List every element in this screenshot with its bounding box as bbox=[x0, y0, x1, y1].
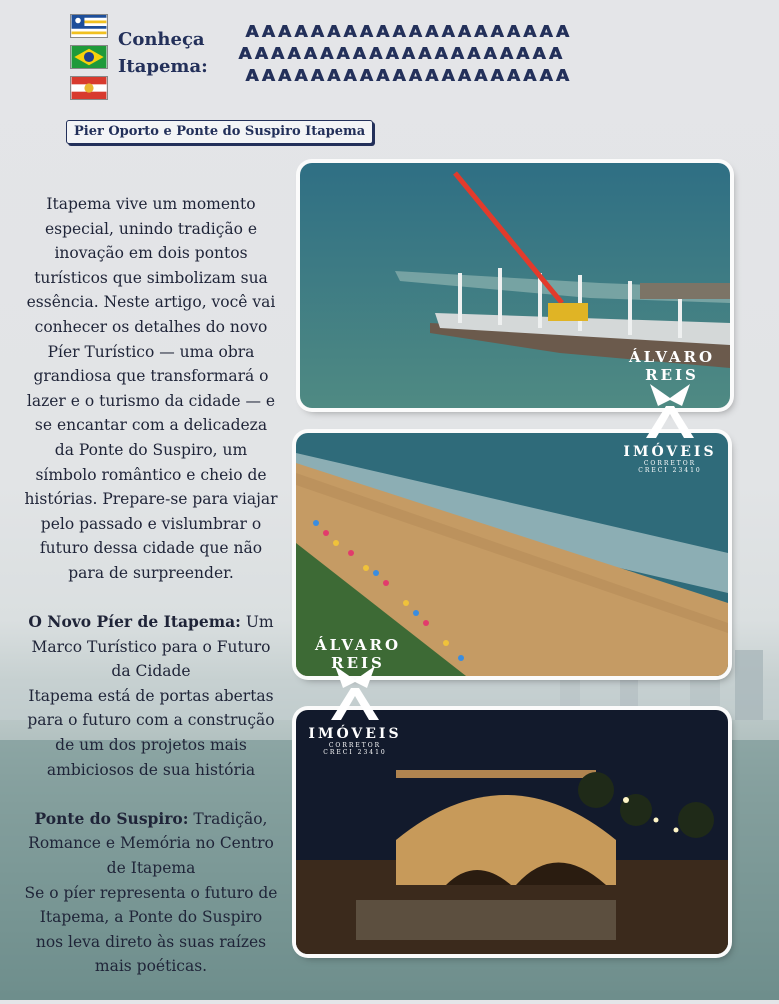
brand-subtitle: CORRETOR bbox=[328, 742, 382, 749]
intro-paragraph: Itapema vive um momento especial, unindo tradição e inovação em dois pontos turísticos que simbolizam sua essência. Neste artigo, você vai conhecer os detalhes do novo Píer Turístico — uma obra grandiosa que transformará o lazer e o turismo da cidade — e se encantar com a delicadeza da Ponte do Suspiro, um símbolo romântico e cheio de histórias. Prepare-se para viajar pelo passado e vislumbrar o futuro dessa cidade que não para de surpreender. bbox=[24, 195, 278, 582]
pier-paragraph bbox=[24, 610, 278, 782]
section-badge: Pier Oporto e Ponte do Suspiro Itapema bbox=[66, 120, 373, 144]
pier-heading: O Novo Píer de Itapema: bbox=[28, 612, 241, 632]
ponte-heading-rest: Tradição, Romance e Memória no Centro de Itapema bbox=[28, 809, 274, 878]
brazil-flag-icon bbox=[70, 45, 108, 69]
ponte-heading: Ponte do Suspiro: bbox=[34, 808, 189, 828]
brand-logo-icon bbox=[620, 378, 720, 440]
brand-logo-icon bbox=[305, 660, 405, 722]
brand-creci: CRECI 23410 bbox=[323, 749, 387, 756]
pattern-row: ᴀᴀᴀᴀᴀᴀᴀᴀᴀᴀᴀᴀᴀᴀᴀᴀᴀᴀᴀᴀ bbox=[245, 18, 572, 43]
title-line-1: Conheça bbox=[118, 29, 205, 50]
article-text bbox=[24, 192, 278, 1004]
pier-text: Itapema está de portas abertas para o futuro com a construção de um dos projetos mais ambiciosos de sua história bbox=[27, 686, 275, 779]
brand-name: ÁLVARO REIS bbox=[314, 636, 402, 672]
pattern-row: ᴀᴀᴀᴀᴀᴀᴀᴀᴀᴀᴀᴀᴀᴀᴀᴀᴀᴀᴀᴀ bbox=[238, 40, 565, 65]
title-line-2: Itapema: bbox=[118, 56, 208, 77]
brand-name: ÁLVARO REIS bbox=[628, 348, 716, 384]
brand-company: IMÓVEIS bbox=[623, 444, 717, 460]
page-title bbox=[118, 26, 208, 80]
brand-watermark-mark bbox=[620, 378, 720, 474]
pattern-row: ᴀᴀᴀᴀᴀᴀᴀᴀᴀᴀᴀᴀᴀᴀᴀᴀᴀᴀᴀᴀ bbox=[245, 62, 572, 87]
state-flag-icon bbox=[70, 14, 108, 38]
brand-creci: CRECI 23410 bbox=[638, 467, 702, 474]
flags-column bbox=[70, 14, 108, 107]
brand-subtitle: CORRETOR bbox=[643, 460, 697, 467]
ponte-text: Se o píer representa o futuro de Itapema, a Ponte do Suspiro nos leva direto às suas raízes mais poéticas. bbox=[24, 883, 278, 976]
brand-company: IMÓVEIS bbox=[308, 726, 402, 742]
ponte-paragraph bbox=[24, 807, 278, 979]
pier-heading-rest: Um Marco Turístico para o Futuro da Cidade bbox=[31, 613, 274, 681]
brand-watermark-mark-2 bbox=[305, 660, 405, 756]
city-flag-icon bbox=[70, 76, 108, 100]
decorative-pattern bbox=[238, 18, 715, 87]
